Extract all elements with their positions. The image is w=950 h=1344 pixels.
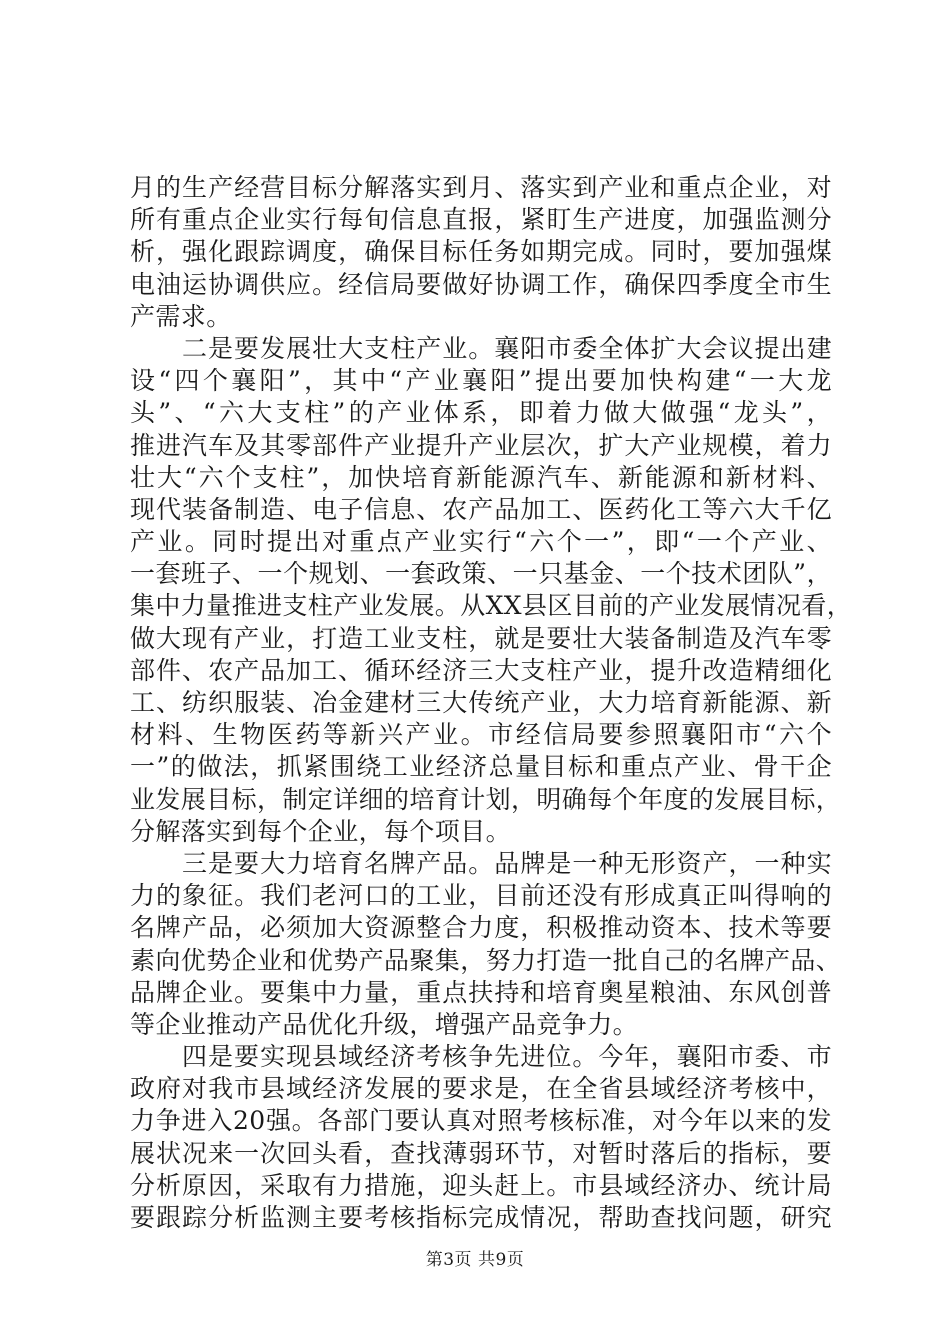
text-line: 等企业推动产品优化升级，增强产品竞争力。 <box>130 1009 639 1039</box>
text-line: 壮大“六个支柱”，加快培育新能源汽车、新能源和新材料、 <box>130 462 832 492</box>
text-line: 做大现有产业，打造工业支柱，就是要壮大装备制造及汽车零 <box>130 623 832 653</box>
text-line: 推进汽车及其零部件产业提升产业层次，扩大产业规模，着力 <box>130 430 832 460</box>
page-footer: 第3页 共9页 <box>425 1250 525 1270</box>
paragraph <box>130 333 853 848</box>
paragraph <box>130 172 832 333</box>
text-line: 集中力量推进支柱产业发展。从XX县区目前的产业发展情况看， <box>130 591 853 621</box>
text-line: 三是要大力培育名牌产品。品牌是一种无形资产，一种实 <box>182 848 832 878</box>
text-line: 所有重点企业实行每旬信息直报，紧盯生产进度，加强监测分 <box>130 205 832 235</box>
text-line: 设“四个襄阳”，其中“产业襄阳”提出要加快构建“一大龙 <box>130 366 832 396</box>
text-line: 析，强化跟踪调度，确保目标任务如期完成。同时，要加强煤 <box>130 237 832 267</box>
text-line: 电油运协调供应。经信局要做好协调工作，确保四季度全市生 <box>130 269 832 299</box>
document-body <box>130 172 853 1234</box>
text-line: 一”的做法，抓紧围绕工业经济总量目标和重点产业、骨干企 <box>130 752 832 782</box>
text-line: 头”、“六大支柱”的产业体系，即着力做大做强“龙头”， <box>130 398 832 428</box>
text-line: 政府对我市县域经济发展的要求是，在全省县域经济考核中， <box>130 1074 832 1104</box>
text-line: 要跟踪分析监测主要考核指标完成情况，帮助查找问题，研究 <box>130 1203 832 1232</box>
text-line: 二是要发展壮大支柱产业。襄阳市委全体扩大会议提出建 <box>182 333 832 363</box>
text-line: 名牌产品，必须加大资源整合力度，积极推动资本、技术等要 <box>130 913 832 943</box>
text-line: 月的生产经营目标分解落实到月、落实到产业和重点企业，对 <box>130 173 832 202</box>
text-line: 品牌企业。要集中力量，重点扶持和培育奥星粮油、东风创普 <box>130 977 832 1007</box>
text-line: 分解落实到每个企业，每个项目。 <box>130 816 512 846</box>
text-line: 业发展目标，制定详细的培育计划，明确每个年度的发展目标， <box>130 784 842 814</box>
text-line: 产需求。 <box>130 301 232 331</box>
text-line: 现代装备制造、电子信息、农产品加工、医药化工等六大千亿 <box>130 494 832 524</box>
text-line: 一套班子、一个规划、一套政策、一只基金、一个技术团队”， <box>130 559 832 589</box>
text-line: 展状况来一次回头看，查找薄弱环节，对暂时落后的指标，要 <box>130 1138 832 1168</box>
text-line: 产业。同时提出对重点产业实行“六个一”，即“一个产业、 <box>130 527 832 557</box>
text-line: 力争进入20强。各部门要认真对照考核标准，对今年以来的发 <box>130 1106 832 1136</box>
text-line: 力的象征。我们老河口的工业，目前还没有形成真正叫得响的 <box>130 881 832 911</box>
text-line: 素向优势企业和优势产品聚集，努力打造一批自己的名牌产品、 <box>130 945 842 975</box>
text-line: 材料、生物医药等新兴产业。市经信局要参照襄阳市“六个 <box>130 720 832 750</box>
text-line: 部件、农产品加工、循环经济三大支柱产业，提升改造精细化 <box>130 655 832 685</box>
text-line: 四是要实现县域经济考核争先进位。今年，襄阳市委、市 <box>182 1042 832 1072</box>
text-line: 工、纺织服装、冶金建材三大传统产业，大力培育新能源、新 <box>130 688 832 717</box>
paragraph <box>130 848 842 1041</box>
text-line: 分析原因，采取有力措施，迎头赶上。市县域经济办、统计局 <box>130 1170 832 1200</box>
paragraph <box>130 1041 832 1234</box>
